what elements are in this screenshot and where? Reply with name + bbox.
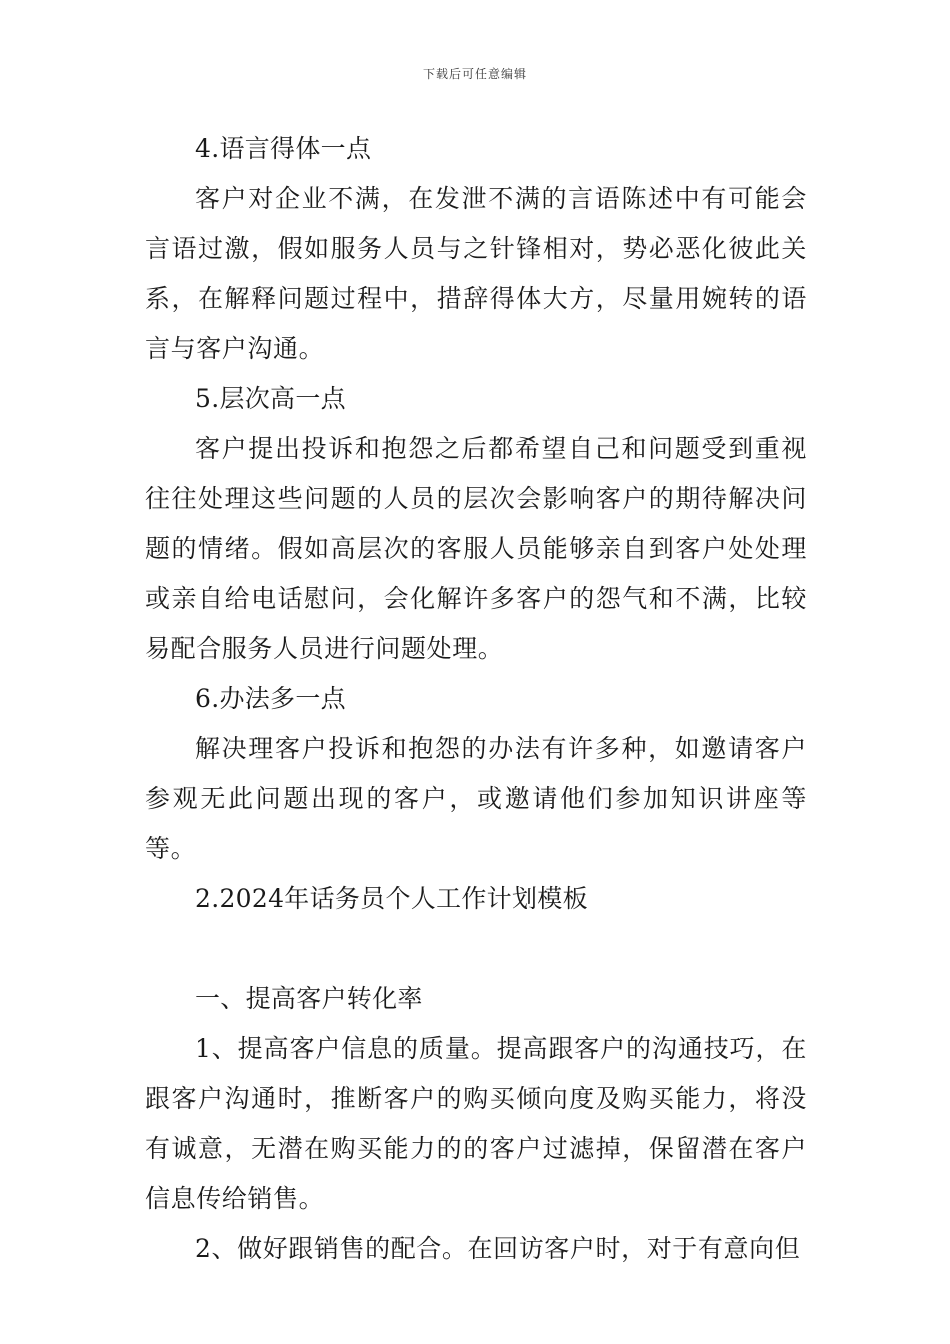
section-heading-5: 5.层次高一点 [195, 384, 346, 413]
plan-item-1: 1、提高客户信息的质量。提高跟客户的沟通技巧，在跟客户沟通时，推断客户的购买倾向度及购买能力，将没有诚意，无潜在购买能力的的客户过滤掉，保留潜在客户信息传给销售。 [145, 1034, 807, 1213]
page-header: 下载后可任意编辑 [422, 67, 527, 81]
blank-line [145, 924, 807, 974]
document-title-2: 2.2024年话务员个人工作计划模板 [195, 884, 588, 913]
section-body-5: 客户提出投诉和抱怨之后都希望自己和问题受到重视往往处理这些问题的人员的层次会影响客户的期待解决问题的情绪。假如高层次的客服人员能够亲自到客户处处理或亲自给电话慰问，会化解许多客户的怨气和不满，比较易配合服务人员进行问题处理。 [145, 434, 807, 663]
section-body-4: 客户对企业不满，在发泄不满的言语陈述中有可能会言语过激，假如服务人员与之针锋相对，势必恶化彼此关系，在解释问题过程中，措辞得体大方，尽量用婉转的语言与客户沟通。 [145, 184, 807, 363]
document-body [145, 124, 807, 1274]
section-body-6: 解决理客户投诉和抱怨的办法有许多种，如邀请客户参观无此问题出现的客户，或邀请他们参加知识讲座等等。 [145, 734, 807, 863]
section-heading-6: 6.办法多一点 [195, 684, 346, 713]
plan-section-heading: 一、提高客户转化率 [195, 984, 423, 1013]
plan-item-2: 2、做好跟销售的配合。在回访客户时，对于有意向但 [195, 1234, 801, 1263]
section-heading-4: 4.语言得体一点 [195, 134, 372, 163]
